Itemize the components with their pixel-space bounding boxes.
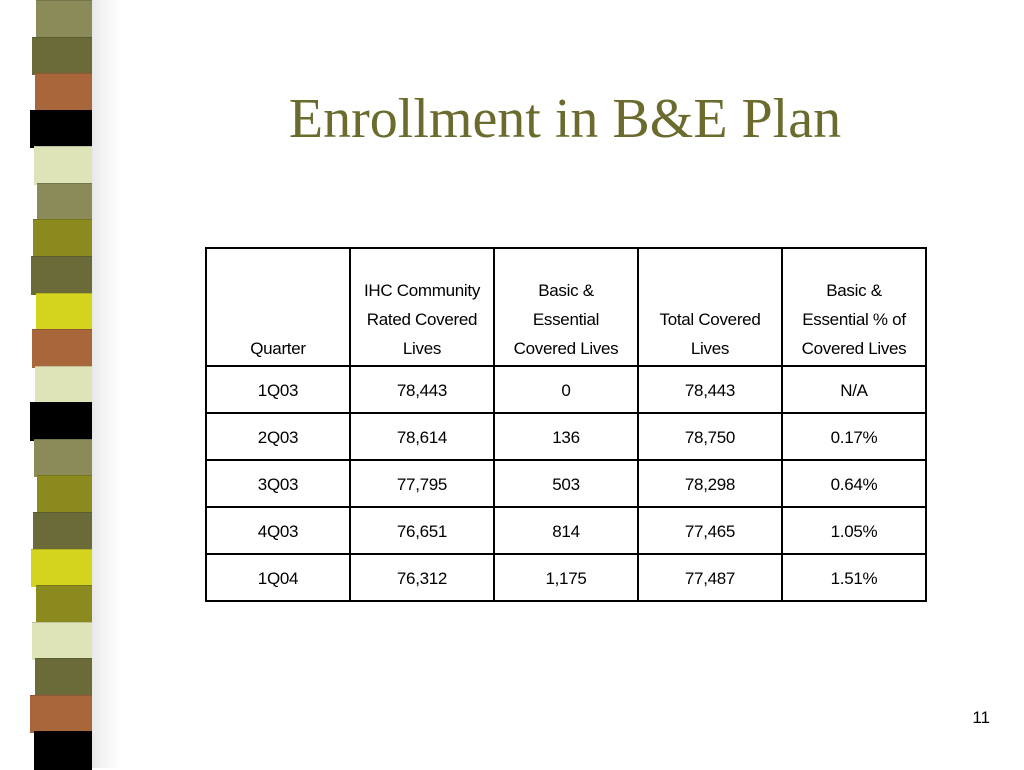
decorative-stripe-block xyxy=(36,293,92,332)
page-number: 11 xyxy=(972,708,990,727)
decorative-stripe-block xyxy=(36,0,92,39)
decorative-stripe-block xyxy=(33,219,92,258)
cell-total-lives: 77,487 xyxy=(638,554,782,601)
cell-ihc-lives: 78,443 xyxy=(350,366,494,413)
enrollment-table xyxy=(205,247,927,602)
header-quarter: Quarter xyxy=(206,248,350,366)
decorative-stripe-block xyxy=(35,658,92,697)
table-header-row xyxy=(206,248,926,366)
cell-total-lives: 78,443 xyxy=(638,366,782,413)
decorative-stripe-block xyxy=(30,402,92,441)
decorative-stripe-block xyxy=(32,622,92,661)
cell-total-lives: 78,298 xyxy=(638,460,782,507)
cell-quarter: 3Q03 xyxy=(206,460,350,507)
cell-be-lives: 1,175 xyxy=(494,554,638,601)
cell-be-percent: 1.51% xyxy=(782,554,926,601)
slide-title: Enrollment in B&E Plan xyxy=(288,88,842,150)
decorative-stripe-block xyxy=(35,366,92,405)
cell-ihc-lives: 78,614 xyxy=(350,413,494,460)
cell-ihc-lives: 77,795 xyxy=(350,460,494,507)
cell-be-percent: N/A xyxy=(782,366,926,413)
cell-quarter: 4Q03 xyxy=(206,507,350,554)
table-row xyxy=(206,413,926,460)
header-ihc-community-lives: IHC Community Rated Covered Lives xyxy=(350,248,494,366)
cell-quarter: 1Q04 xyxy=(206,554,350,601)
decorative-stripe-block xyxy=(30,110,92,149)
cell-total-lives: 78,750 xyxy=(638,413,782,460)
decorative-stripe-block xyxy=(31,256,92,295)
cell-be-percent: 1.05% xyxy=(782,507,926,554)
table-row xyxy=(206,460,926,507)
table-row xyxy=(206,554,926,601)
cell-be-lives: 0 xyxy=(494,366,638,413)
decorative-stripe-block xyxy=(34,146,92,185)
decorative-stripe-block xyxy=(37,475,92,514)
decorative-stripe-block xyxy=(37,183,92,222)
cell-total-lives: 77,465 xyxy=(638,507,782,554)
cell-be-percent: 0.17% xyxy=(782,413,926,460)
cell-be-lives: 814 xyxy=(494,507,638,554)
decorative-stripe-block xyxy=(30,695,92,734)
decorative-stripe-block xyxy=(34,731,92,770)
header-basic-essential-lives: Basic & Essential Covered Lives xyxy=(494,248,638,366)
decorative-stripe-block xyxy=(32,37,92,76)
cell-ihc-lives: 76,312 xyxy=(350,554,494,601)
decorative-stripe-block xyxy=(31,549,92,588)
table-row xyxy=(206,366,926,413)
decorative-stripe-block xyxy=(36,585,92,624)
cell-ihc-lives: 76,651 xyxy=(350,507,494,554)
table-row xyxy=(206,507,926,554)
header-total-covered-lives: Total Covered Lives xyxy=(638,248,782,366)
cell-quarter: 1Q03 xyxy=(206,366,350,413)
decorative-stripe-band xyxy=(30,0,102,768)
cell-be-lives: 503 xyxy=(494,460,638,507)
cell-be-lives: 136 xyxy=(494,413,638,460)
cell-be-percent: 0.64% xyxy=(782,460,926,507)
decorative-stripe-block xyxy=(35,73,92,112)
decorative-stripe-block xyxy=(32,329,92,368)
decorative-stripe-block xyxy=(33,512,92,551)
cell-quarter: 2Q03 xyxy=(206,413,350,460)
header-basic-essential-percent: Basic & Essential % of Covered Lives xyxy=(782,248,926,366)
decorative-stripe-block xyxy=(34,439,92,478)
